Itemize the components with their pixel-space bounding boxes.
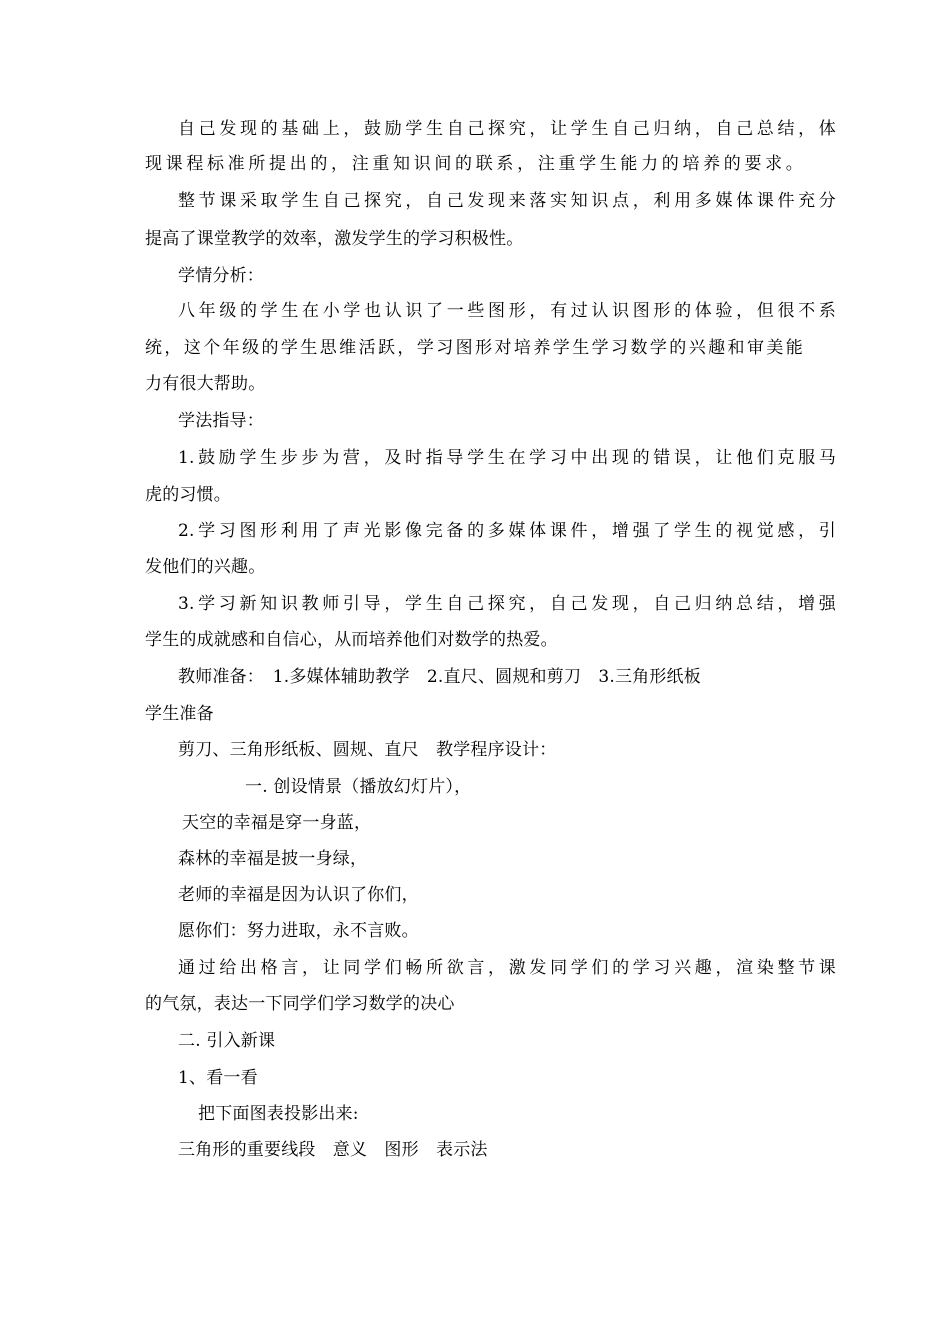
section-heading: 二. 引入新课 (178, 1031, 276, 1051)
paragraph-line: 八年级的学生在小学也认识了一些图形，有过认识图形的体验，但很不系 (178, 301, 836, 321)
section-heading: 学情分析： (178, 266, 264, 286)
section-heading: 学法指导： (178, 411, 264, 431)
paragraph-line: 自己发现的基础上，鼓励学生自己探究，让学生自己归纳，自己总结，体 (178, 119, 836, 139)
paragraph-line: 发他们的兴趣。 (145, 557, 266, 577)
paragraph-line: 虎的习惯。 (145, 485, 231, 505)
paragraph-line: 3.学习新知识教师引导，学生自己探究，自己发现，自己归纳总结，增强 (178, 594, 836, 614)
paragraph-line: 剪刀、三角形纸板、圆规、直尺 教学程序设计： (178, 740, 557, 760)
paragraph-line: 统，这个年级的学生思维活跃，学习图形对培养学生学习数学的兴趣和审美能 (145, 338, 803, 358)
section-heading: 一. 创设情景（播放幻灯片）， (245, 777, 472, 797)
table-header-line: 三角形的重要线段 意义 图形 表示法 (178, 1140, 488, 1160)
paragraph-line: 2.学习图形利用了声光影像完备的多媒体课件，增强了学生的视觉感，引 (178, 521, 836, 541)
paragraph-line: 整节课采取学生自己探究，自己发现来落实知识点，利用多媒体课件充分 (178, 191, 836, 211)
poem-line: 老师的幸福是因为认识了你们， (178, 885, 419, 905)
paragraph-line: 把下面图表投影出来: (198, 1104, 359, 1124)
poem-line: 愿你们：努力进取，永不言败。 (178, 921, 419, 941)
paragraph-line: 教师准备： 1.多媒体辅助教学 2.直尺、圆规和剪刀 3.三角形纸板 (178, 667, 701, 687)
paragraph-line: 学生的成就感和自信心，从而培养他们对数学的热爱。 (145, 630, 558, 650)
paragraph-line: 的气氛，表达一下同学们学习数学的决心 (145, 994, 455, 1014)
subsection-heading: 1、看一看 (178, 1068, 258, 1088)
paragraph-line: 提高了课堂教学的效率，激发学生的学习积极性。 (145, 229, 524, 249)
paragraph-line: 力有很大帮助。 (145, 374, 266, 394)
poem-line: 天空的幸福是穿一身蓝， (182, 813, 372, 833)
poem-line: 森林的幸福是披一身绿， (178, 849, 368, 869)
paragraph-line: 现课程标准所提出的，注重知识间的联系，注重学生能力的培养的要求。 (145, 154, 803, 174)
paragraph-line: 通过给出格言，让同学们畅所欲言，激发同学们的学习兴趣，渲染整节课 (178, 958, 836, 978)
paragraph-line: 1.鼓励学生步步为营，及时指导学生在学习中出现的错误，让他们克服马 (178, 448, 836, 468)
paragraph-line: 学生准备 (145, 704, 214, 724)
